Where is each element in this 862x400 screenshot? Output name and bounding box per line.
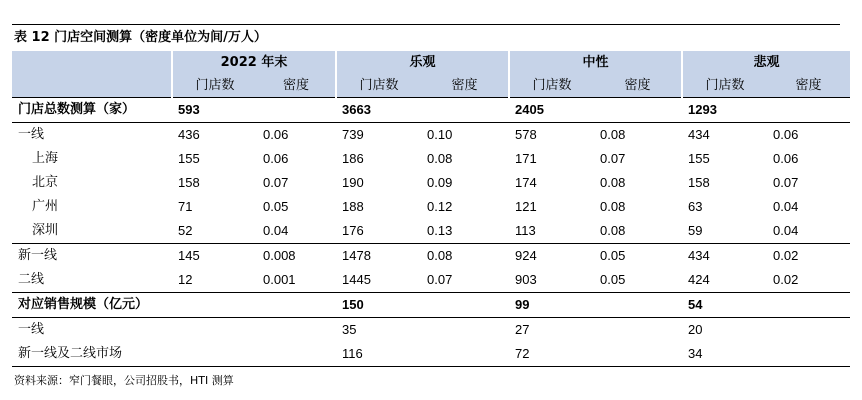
cell: 578 (515, 127, 537, 142)
cell: 0.02 (767, 244, 850, 269)
cell: 434 (688, 127, 710, 142)
cell: 0.08 (600, 223, 626, 238)
table-row (12, 318, 850, 343)
top-rule (12, 24, 840, 25)
cell (767, 342, 850, 367)
cell: 0.06 (773, 151, 799, 166)
cell: 1293 (682, 98, 767, 123)
cell: 0.07 (421, 268, 509, 293)
cell: 434 (682, 244, 767, 269)
table-row (12, 171, 850, 195)
cell: 54 (682, 293, 767, 318)
header-group-neutral: 中性 (509, 51, 682, 75)
cell (594, 342, 682, 367)
cell: 27 (515, 322, 530, 337)
cell: 739 (342, 127, 364, 142)
table-row (12, 268, 850, 293)
cell: 593 (172, 98, 257, 123)
cell: 0.06 (263, 151, 289, 166)
cell: 52 (178, 223, 193, 238)
cell: 113 (515, 223, 536, 238)
cell (172, 293, 257, 318)
row-label: 门店总数测算（家） (12, 98, 172, 123)
cell: 0.04 (773, 199, 799, 214)
cell: 155 (688, 151, 710, 166)
cell (257, 98, 336, 123)
cell: 12 (172, 268, 257, 293)
row-label: 二线 (12, 268, 172, 293)
cell: 1445 (336, 268, 421, 293)
row-label: 新一线及二线市场 (12, 342, 172, 367)
cell: 0.05 (594, 268, 682, 293)
cell: 0.09 (427, 175, 453, 190)
cell: 35 (342, 322, 357, 337)
cell: 0.08 (427, 151, 453, 166)
cell: 0.02 (767, 268, 850, 293)
header-group-2022: 2022 年末 (172, 51, 336, 75)
cell: 116 (336, 342, 421, 367)
cell (421, 98, 509, 123)
cell: 924 (509, 244, 594, 269)
cell: 99 (509, 293, 594, 318)
header-density: 密度 (594, 75, 682, 98)
table-row (12, 147, 850, 171)
cell: 0.08 (600, 175, 626, 190)
cell (257, 293, 336, 318)
cell (172, 318, 257, 343)
cell: 0.04 (773, 223, 799, 238)
row-label: 新一线 (12, 244, 172, 269)
table-row-total-stores (12, 98, 850, 123)
cell: 59 (688, 223, 703, 238)
cell: 188 (342, 199, 364, 214)
cell: 171 (515, 151, 537, 166)
cell: 155 (178, 151, 200, 166)
row-label: 一线 (18, 127, 45, 142)
header-store-count: 门店数 (509, 75, 594, 98)
cell (767, 98, 850, 123)
header-store-count: 门店数 (336, 75, 421, 98)
row-label: 一线 (18, 322, 45, 337)
cell (257, 318, 336, 343)
table-row (12, 342, 850, 367)
cell: 3663 (336, 98, 421, 123)
table-title: 表 12 门店空间测算（密度单位为间/万人） (14, 30, 267, 45)
cell: 34 (682, 342, 767, 367)
cell (594, 98, 682, 123)
cell: 424 (682, 268, 767, 293)
header-density: 密度 (257, 75, 336, 98)
cell (172, 342, 257, 367)
cell: 0.04 (263, 223, 289, 238)
cell: 145 (172, 244, 257, 269)
cell: 0.07 (773, 175, 799, 190)
header-store-count: 门店数 (682, 75, 767, 98)
cell: 0.08 (421, 244, 509, 269)
table-row (12, 195, 850, 219)
cell: 0.06 (773, 127, 799, 142)
cell: 63 (688, 199, 703, 214)
cell: 0.08 (600, 127, 626, 142)
cell: 0.05 (263, 199, 289, 214)
header-group-pessimistic: 悲观 (682, 51, 850, 75)
cell: 2405 (509, 98, 594, 123)
cell: 0.05 (594, 244, 682, 269)
header-corner (12, 51, 172, 75)
cell (594, 318, 682, 343)
cell: 0.10 (427, 127, 453, 142)
table-row (12, 123, 850, 148)
cell (421, 293, 509, 318)
header-density: 密度 (421, 75, 509, 98)
row-label: 广州 (32, 199, 59, 214)
cell: 0.07 (263, 175, 289, 190)
cell: 903 (509, 268, 594, 293)
cell: 190 (342, 175, 364, 190)
row-label: 对应销售规模（亿元） (12, 293, 172, 318)
row-label: 北京 (32, 175, 59, 190)
source-note: 资料来源：窄门餐眼，公司招股书，HTI 测算 (14, 374, 234, 387)
header-corner-sub (12, 75, 172, 98)
cell: 176 (342, 223, 364, 238)
cell: 0.13 (427, 223, 453, 238)
cell: 0.001 (257, 268, 336, 293)
row-label: 上海 (32, 151, 59, 166)
table-row (12, 244, 850, 269)
cell (767, 318, 850, 343)
cell: 121 (515, 199, 537, 214)
cell: 174 (515, 175, 537, 190)
cell: 0.008 (257, 244, 336, 269)
header-density: 密度 (767, 75, 850, 98)
data-table (12, 51, 850, 367)
header-group-optimistic: 乐观 (336, 51, 509, 75)
cell (421, 318, 509, 343)
cell: 0.07 (600, 151, 626, 166)
cell: 186 (342, 151, 364, 166)
header-store-count: 门店数 (172, 75, 257, 98)
cell: 436 (178, 127, 200, 142)
cell: 0.08 (600, 199, 626, 214)
cell: 150 (336, 293, 421, 318)
cell: 158 (178, 175, 200, 190)
cell: 0.06 (263, 127, 289, 142)
row-label: 深圳 (32, 223, 59, 238)
cell (594, 293, 682, 318)
header-row-sub (12, 75, 850, 98)
cell (767, 293, 850, 318)
header-row-groups (12, 51, 850, 75)
cell (421, 342, 509, 367)
cell (257, 342, 336, 367)
cell: 71 (178, 199, 193, 214)
cell: 1478 (336, 244, 421, 269)
table-row (12, 219, 850, 244)
cell: 20 (688, 322, 703, 337)
cell: 0.12 (427, 199, 453, 214)
table-row-sales-scale (12, 293, 850, 318)
cell: 72 (509, 342, 594, 367)
cell: 158 (688, 175, 710, 190)
